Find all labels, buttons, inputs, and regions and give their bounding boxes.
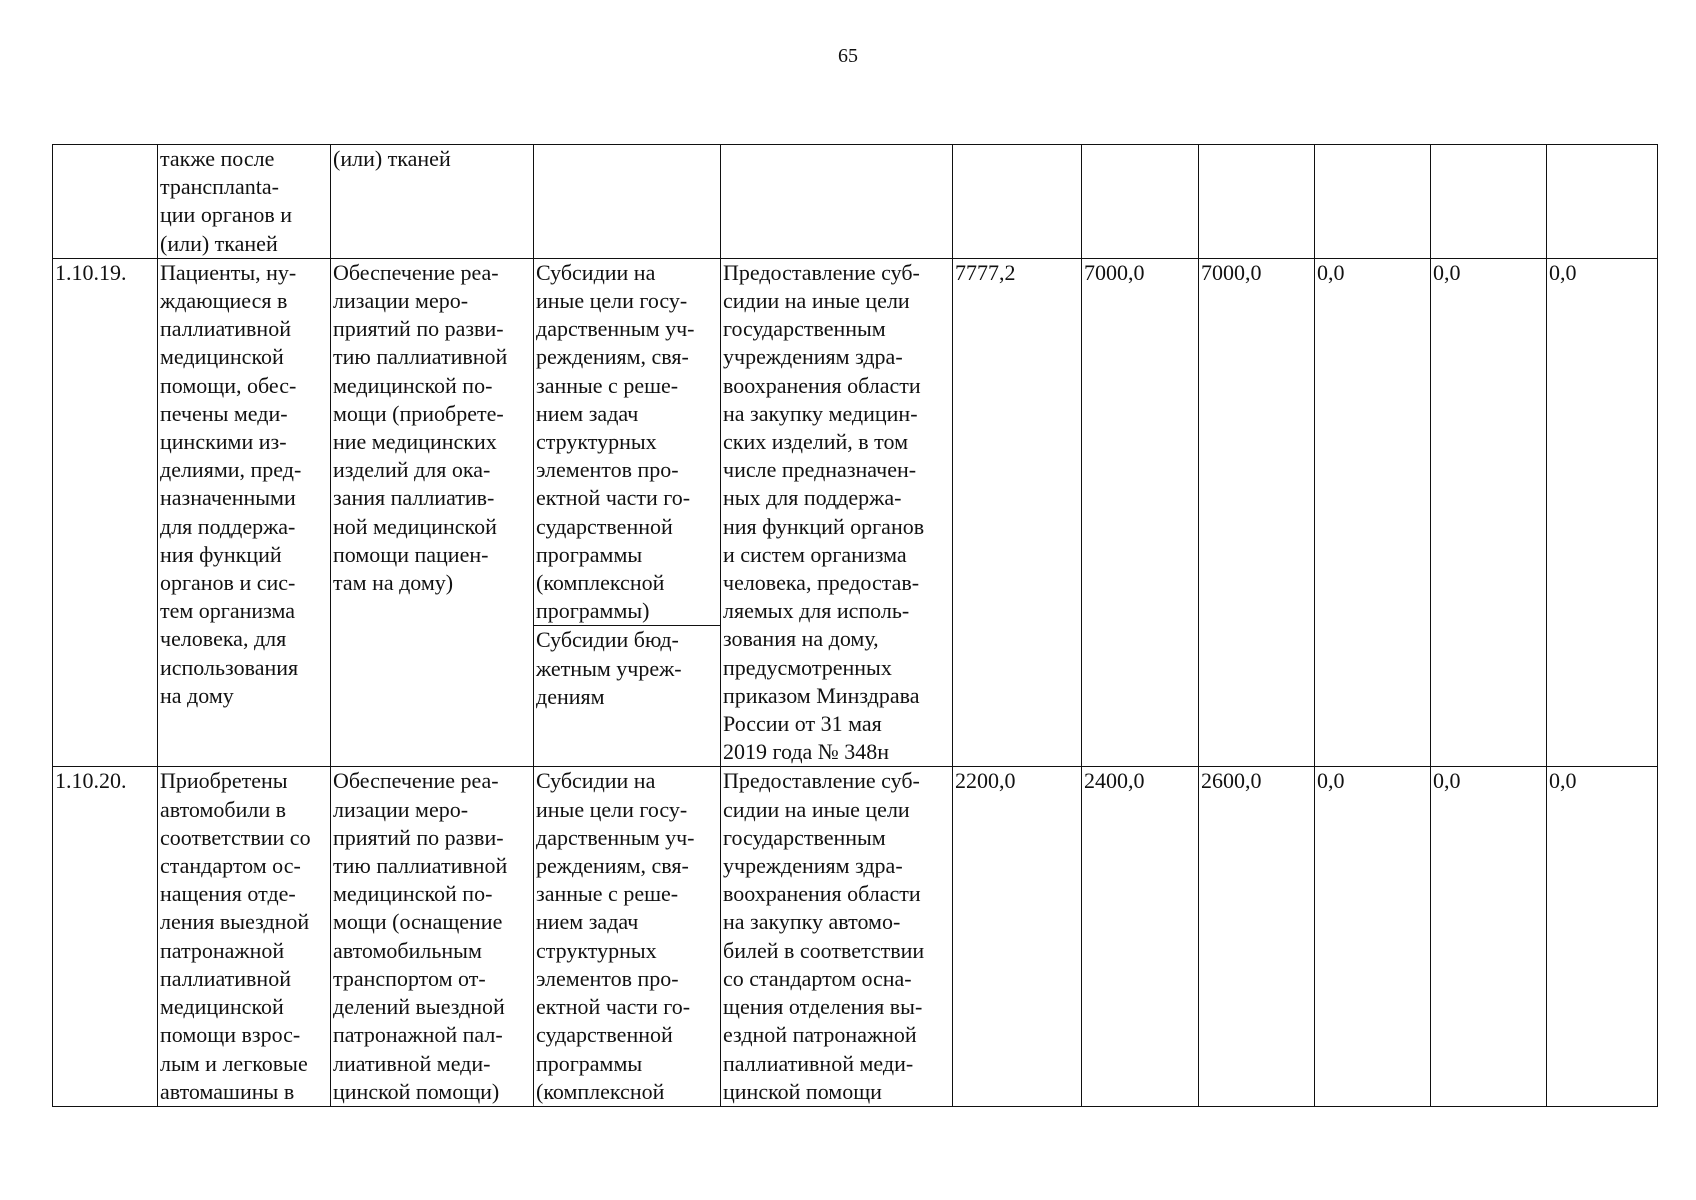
cell-value: 7777,2	[953, 258, 1082, 767]
cell-subsidy-type	[534, 258, 721, 767]
cell-value: 0,0	[1547, 258, 1658, 767]
cell-value	[1199, 145, 1315, 259]
cell-purpose	[721, 145, 953, 259]
page-number: 65	[838, 45, 858, 67]
cell-value: 2400,0	[1082, 767, 1199, 1106]
subsidy-type-secondary: Субсидии бюд- жетным учреж- дениям	[536, 627, 682, 709]
table-row	[53, 767, 1658, 1106]
cell-value	[1431, 145, 1547, 259]
cell-event: Обеспечение реа- лизации меро- приятий по разви- тию паллиативной медицинской по- мощи (оснащение автомобильным транспортом от- делений выездной патронажной пал- лиативной меди- цинской помощи)	[331, 767, 534, 1106]
budget-table	[52, 144, 1658, 1107]
cell-result: Приобретены автомобили в соответствии со стандартом ос- нащения отде- ления выездной патронажной паллиативной медицинской помощи взрос- лым и легковые автомашины в	[158, 767, 331, 1106]
cell-event: (или) тканей	[331, 145, 534, 259]
cell-value: 0,0	[1315, 258, 1431, 767]
cell-value	[953, 145, 1082, 259]
cell-result: Пациенты, ну- ждающиеся в паллиативной медицинской помощи, обес- печены меди- цинскими из- делиями, пред- назначенными для поддержа- ния функций органов и сис- тем организма человека, для использования на дому	[158, 258, 331, 767]
cell-id	[53, 145, 158, 259]
cell-result: также после трансплanta- ции органов и (или) тканей	[158, 145, 331, 259]
cell-event: Обеспечение реа- лизации меро- приятий по разви- тию паллиативной медицинской по- мощи (приобрете- ние медицинских изделий для ока- зания паллиатив- ной медицинской помощи пациен- там на дому)	[331, 258, 534, 767]
cell-id: 1.10.19.	[53, 258, 158, 767]
cell-subsidy-type	[534, 145, 721, 259]
cell-subsidy-type: Субсидии на иные цели госу- дарственным уч- реждениям, свя- занные с реше- нием задач структурных элементов про- ектной части го- сударственной программы (комплексной	[534, 767, 721, 1106]
cell-id: 1.10.20.	[53, 767, 158, 1106]
cell-value	[1315, 145, 1431, 259]
cell-value: 7000,0	[1082, 258, 1199, 767]
subsidy-type-primary: Субсидии на иные цели госу- дарственным уч- реждениям, свя- занные с реше- нием задач структурных элементов про- ектной части го- сударственной программы (комплексной программы)	[534, 259, 720, 627]
cell-value: 0,0	[1547, 767, 1658, 1106]
cell-value: 2200,0	[953, 767, 1082, 1106]
cell-purpose: Предоставление суб- сидии на иные цели государственным учреждениям здра- воохранения области на закупку автомо- билей в соответствии со стандартом осна- щения отделения вы- ездной патронажной паллиативной меди- цинской помощи	[721, 767, 953, 1106]
cell-value	[1082, 145, 1199, 259]
table-row	[53, 145, 1658, 259]
cell-value: 7000,0	[1199, 258, 1315, 767]
cell-value	[1547, 145, 1658, 259]
cell-value: 0,0	[1315, 767, 1431, 1106]
cell-value: 2600,0	[1199, 767, 1315, 1106]
table-row	[53, 258, 1658, 767]
cell-purpose: Предоставление суб- сидии на иные цели государственным учреждениям здра- воохранения области на закупку медицин- ских изделий, в том числе предназначен- ных для поддержа- ния функций органов и систем организма человека, предостав- ляемых для исполь- зования на дому, предусмотренных приказом Минздрава России от 31 мая 2019 года № 348н	[721, 258, 953, 767]
cell-value: 0,0	[1431, 767, 1547, 1106]
cell-value: 0,0	[1431, 258, 1547, 767]
